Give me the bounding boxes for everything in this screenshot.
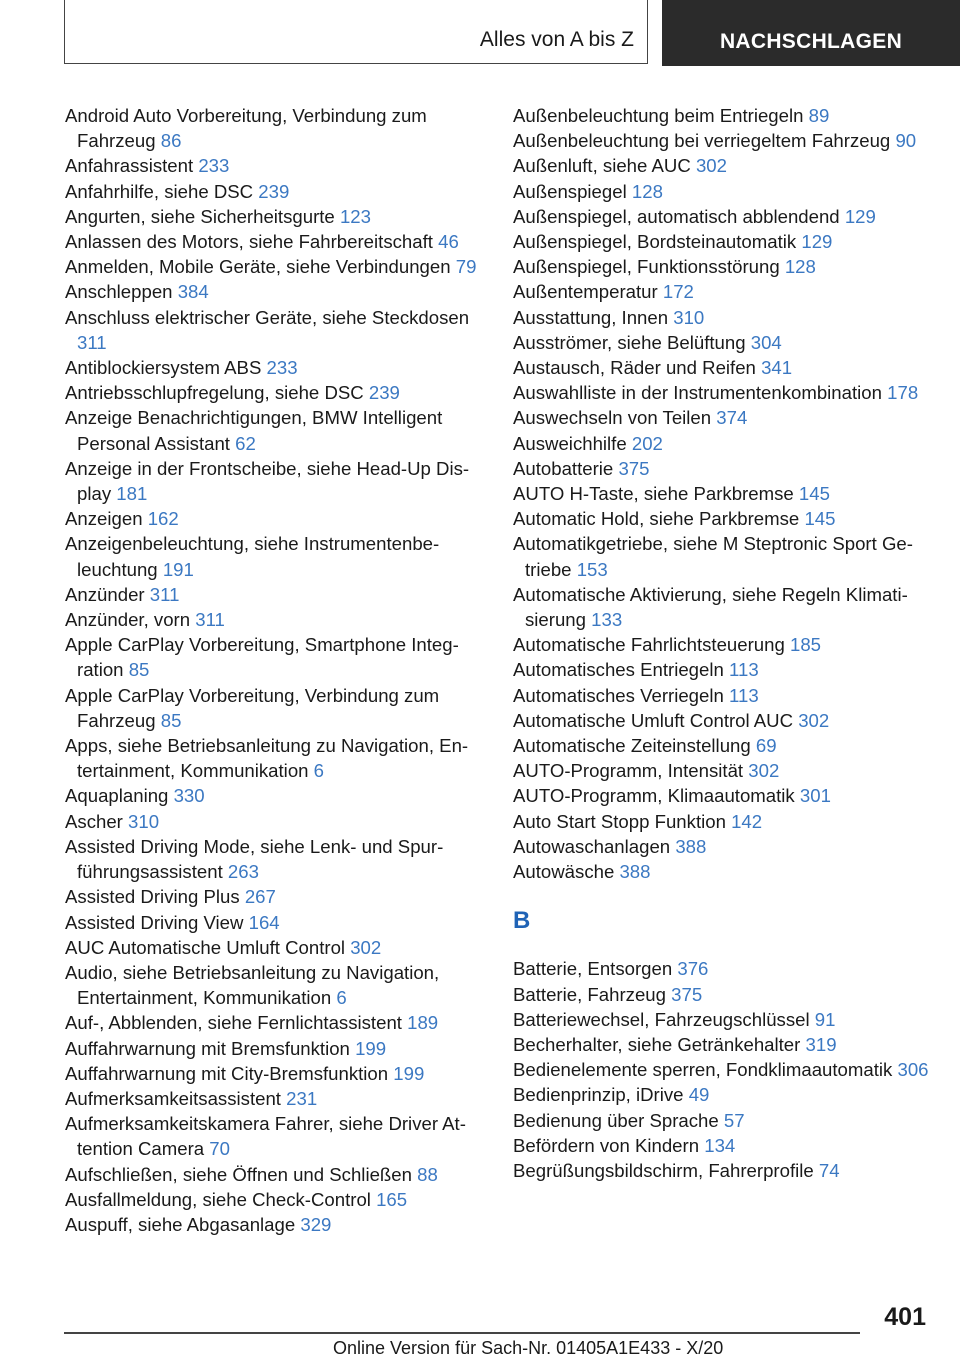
index-entry <box>513 531 933 581</box>
index-term: Außenspiegel, automatisch abblendend <box>513 205 840 227</box>
index-entry <box>65 153 490 178</box>
index-list-b <box>513 956 933 1183</box>
page-reference-link[interactable]: 178 <box>887 382 919 404</box>
index-entry <box>65 1162 490 1187</box>
index-term: Antiblockiersystem ABS <box>65 357 262 379</box>
index-entry <box>65 405 490 455</box>
index-entry <box>65 632 490 682</box>
page-reference-link[interactable]: 267 <box>244 886 276 908</box>
page-reference-link[interactable]: 374 <box>716 407 748 429</box>
index-term: Autowaschanlagen <box>513 835 671 857</box>
index-term: Android Auto Vorbereitung, Verbindung zum Fahrzeug <box>65 105 427 152</box>
index-entry <box>513 179 933 204</box>
index-entry <box>513 405 933 430</box>
page-reference-link[interactable]: 375 <box>618 457 650 479</box>
index-entry <box>513 809 933 834</box>
index-term: Anfahrhilfe, siehe DSC <box>65 180 254 202</box>
index-term: AUTO H-Taste, siehe Parkbremse <box>513 483 794 505</box>
index-term: AUTO-Programm, Intensität <box>513 760 744 782</box>
index-term: Aufschließen, siehe Öffnen und Schließen <box>65 1163 412 1185</box>
index-term: Bedienprinzip, iDrive <box>513 1084 684 1106</box>
page-reference-link[interactable]: 6 <box>336 987 347 1009</box>
page-reference-link[interactable]: 185 <box>790 634 822 656</box>
index-entry <box>65 733 490 783</box>
page-reference-link[interactable]: 329 <box>300 1213 332 1235</box>
page-reference-link[interactable]: 231 <box>286 1087 318 1109</box>
page-reference-link[interactable]: 172 <box>662 281 694 303</box>
index-entry <box>513 153 933 178</box>
index-entry <box>513 481 933 506</box>
index-term: Apps, siehe Betriebsanleitung zu Navigation, Entertainment, Kommunikation <box>65 735 469 782</box>
footer-divider <box>64 1332 860 1334</box>
index-entry <box>513 128 933 153</box>
page-reference-link[interactable]: 202 <box>631 432 663 454</box>
index-entry <box>513 431 933 456</box>
index-entry <box>513 1057 933 1082</box>
index-term: Antriebsschlupfregelung, siehe DSC <box>65 382 364 404</box>
index-term: Anschluss elektrischer Geräte, siehe Steckdosen <box>65 306 470 328</box>
index-entry <box>65 607 490 632</box>
index-entry <box>513 305 933 330</box>
page-reference-link[interactable]: 89 <box>808 105 830 126</box>
index-term: Auto Start Stopp Funktion <box>513 810 726 832</box>
index-term: Außenluft, siehe AUC <box>513 155 691 177</box>
index-entry <box>513 1108 933 1133</box>
footer-version: Online Version für Sach-Nr. 01405A1E433 - X/20 <box>333 1338 724 1358</box>
index-term: Anmelden, Mobile Geräte, siehe Verbindungen <box>65 256 451 278</box>
page-reference-link[interactable]: 86 <box>160 130 182 152</box>
index-entry <box>65 103 490 153</box>
index-term: Batterie, Entsorgen <box>513 958 673 980</box>
page-reference-link[interactable]: 199 <box>355 1037 387 1059</box>
index-term: Aquaplaning <box>65 785 169 807</box>
index-term: Auspuff, siehe Abgasanlage <box>65 1213 296 1235</box>
page-reference-link[interactable]: 189 <box>407 1012 439 1034</box>
page-reference-link[interactable]: 85 <box>128 659 150 681</box>
index-entry <box>513 1032 933 1057</box>
index-term: Becherhalter, siehe Getränkehalter <box>513 1033 801 1055</box>
page-reference-link[interactable]: 129 <box>844 205 876 227</box>
index-term: Anzeigenbeleuchtung, siehe Instrumentenbeleuchtung <box>65 533 440 580</box>
index-term: Anzeige in der Frontscheibe, siehe Head-Up Display <box>65 457 470 505</box>
page-reference-link[interactable]: 306 <box>897 1059 929 1081</box>
index-entry <box>65 380 490 405</box>
page-reference-link[interactable]: 57 <box>723 1109 745 1131</box>
index-term: Anzünder <box>65 583 145 605</box>
index-entry <box>513 355 933 380</box>
index-term: Außenbeleuchtung bei verriegeltem Fahrzeug <box>513 130 891 152</box>
page-reference-link[interactable]: 181 <box>116 483 148 505</box>
index-term: Aufmerksamkeitskamera Fahrer, siehe Driver Attention Camera <box>65 1113 466 1160</box>
page-reference-link[interactable]: 145 <box>798 483 830 505</box>
index-term: Batteriewechsel, Fahrzeugschlüssel <box>513 1008 810 1030</box>
page-reference-link[interactable]: 319 <box>805 1033 837 1055</box>
page-reference-link[interactable]: 311 <box>195 609 225 631</box>
page-reference-link[interactable]: 302 <box>798 709 830 731</box>
page-reference-link[interactable]: 330 <box>173 785 205 807</box>
index-entry <box>513 783 933 808</box>
page-reference-link[interactable]: 6 <box>313 760 325 782</box>
index-entry <box>65 204 490 229</box>
index-term: Autowäsche <box>513 861 615 883</box>
page-reference-link[interactable]: 165 <box>376 1188 408 1210</box>
page-reference-link[interactable]: 263 <box>227 861 259 883</box>
chapter-tab <box>662 0 960 66</box>
index-term: Auffahrwarnung mit Bremsfunktion <box>65 1037 350 1059</box>
index-term: Auf-, Abblenden, siehe Fernlichtassistent <box>65 1012 402 1034</box>
index-entry <box>65 179 490 204</box>
index-term: Austausch, Räder und Reifen <box>513 357 756 379</box>
index-term: Angurten, siehe Sicherheitsgurte <box>65 205 335 227</box>
index-entry <box>65 456 490 506</box>
index-term: Auswechseln von Teilen <box>513 407 712 429</box>
page-reference-link[interactable]: 145 <box>804 508 836 530</box>
chapter-label: NACHSCHLAGEN <box>719 30 903 53</box>
index-entry <box>513 982 933 1007</box>
index-entry <box>513 1158 933 1183</box>
page-reference-link[interactable]: 113 <box>729 659 759 681</box>
index-entry <box>513 956 933 981</box>
index-entry <box>513 582 933 632</box>
index-entry <box>513 380 933 405</box>
page-reference-link[interactable]: 310 <box>673 306 705 328</box>
index-column-left <box>65 103 490 1237</box>
page-reference-link[interactable]: 191 <box>162 558 194 580</box>
index-term: AUTO-Programm, Klimaautomatik <box>513 785 795 807</box>
index-entry <box>513 1007 933 1032</box>
index-term: Anzünder, vorn <box>65 609 191 631</box>
page-reference-link[interactable]: 129 <box>801 231 833 253</box>
index-term: Bedienung über Sprache <box>513 1109 719 1131</box>
page-reference-link[interactable]: 304 <box>750 331 782 353</box>
index-entry <box>513 279 933 304</box>
index-entry <box>513 733 933 758</box>
index-term: Ausweichhilfe <box>513 432 627 454</box>
index-term: Außenspiegel, Bordsteinautomatik <box>513 231 797 253</box>
page-reference-link[interactable]: 164 <box>248 911 280 933</box>
page-reference-link[interactable]: 239 <box>258 180 290 202</box>
index-term: Automatic Hold, siehe Parkbremse <box>513 508 800 530</box>
index-term: AUC Automatische Umluft Control <box>65 936 346 958</box>
page-reference-link[interactable]: 388 <box>619 861 651 883</box>
index-entry <box>65 254 490 279</box>
index-entry <box>65 1187 490 1212</box>
page-reference-link[interactable]: 46 <box>438 231 459 253</box>
page-reference-link[interactable]: 123 <box>339 205 371 227</box>
index-term: Automatische Zeiteinstellung <box>513 735 751 757</box>
index-term: Automatisches Verriegeln <box>513 684 724 706</box>
index-term: Befördern von Kindern <box>513 1134 700 1156</box>
index-term: Anfahrassistent <box>65 155 194 177</box>
page-reference-link[interactable]: 302 <box>350 936 382 958</box>
letter-heading-b: B <box>513 907 531 935</box>
page-reference-link[interactable]: 233 <box>266 357 298 379</box>
page-reference-link[interactable]: 70 <box>209 1138 230 1160</box>
page-reference-link[interactable]: 311 <box>149 583 180 605</box>
index-entry <box>65 355 490 380</box>
index-entry <box>513 657 933 682</box>
section-title: Alles von A bis Z <box>479 28 634 51</box>
index-entry <box>513 229 933 254</box>
index-term: Ausfallmeldung, siehe Check-Control <box>65 1188 371 1210</box>
index-list-a <box>513 103 933 884</box>
index-entry <box>65 279 490 304</box>
index-term: Auffahrwarnung mit City-Bremsfunktion <box>65 1062 389 1084</box>
page-reference-link[interactable]: 302 <box>695 155 727 177</box>
index-entry <box>65 960 490 1010</box>
index-term: Automatische Aktivierung, siehe Regeln Klimatisierung <box>513 583 908 631</box>
index-entry <box>513 632 933 657</box>
page-reference-link[interactable]: 301 <box>799 785 831 807</box>
page-reference-link[interactable]: 376 <box>677 958 709 980</box>
index-term: Apple CarPlay Vorbereitung, Verbindung zum Fahrzeug <box>65 684 440 731</box>
page-reference-link[interactable]: 133 <box>591 609 623 631</box>
index-entry <box>65 935 490 960</box>
index-entry <box>513 708 933 733</box>
index-entry <box>513 506 933 531</box>
index-term: Außenspiegel <box>513 180 627 202</box>
index-term: Audio, siehe Betriebsanleitung zu Navigation, Entertainment, Kommunikation <box>65 961 440 1009</box>
index-entry <box>65 683 490 733</box>
index-term: Batterie, Fahrzeug <box>513 983 666 1005</box>
index-term: Anschleppen <box>65 281 173 303</box>
index-term: Ausstattung, Innen <box>513 306 669 328</box>
page-reference-link[interactable]: 88 <box>417 1163 438 1185</box>
index-term: Assisted Driving Plus <box>65 886 240 908</box>
index-entry <box>513 1082 933 1107</box>
page-reference-link[interactable]: 74 <box>818 1159 840 1181</box>
index-entry <box>65 809 490 834</box>
page-reference-link[interactable]: 91 <box>814 1008 836 1030</box>
index-entry <box>513 330 933 355</box>
index-term: Aufmerksamkeitsassistent <box>65 1087 281 1109</box>
index-term: Assisted Driving Mode, siehe Lenk- und Spurführungsassistent <box>65 835 444 883</box>
page-reference-link[interactable]: 153 <box>576 558 608 580</box>
index-entry <box>513 456 933 481</box>
index-term: Begrüßungsbildschirm, Fahrerprofile <box>513 1159 814 1181</box>
index-entry <box>513 103 933 128</box>
index-term: Ascher <box>65 810 123 832</box>
index-entry <box>65 305 490 355</box>
page-reference-link[interactable]: 128 <box>631 180 663 202</box>
index-entry <box>65 834 490 884</box>
page-reference-link[interactable]: 128 <box>784 256 816 278</box>
index-entry <box>65 1212 490 1237</box>
index-entry <box>65 229 490 254</box>
index-column-right <box>513 103 933 1183</box>
index-term: Ausströmer, siehe Belüftung <box>513 331 746 353</box>
index-entry <box>513 204 933 229</box>
page-reference-link[interactable]: 162 <box>147 508 179 530</box>
index-term: Automatische Umluft Control AUC <box>513 709 794 731</box>
page-reference-link[interactable]: 134 <box>704 1134 736 1156</box>
index-entry <box>65 531 490 581</box>
index-term: Automatisches Entriegeln <box>513 659 724 681</box>
index-entry <box>513 1133 933 1158</box>
page-reference-link[interactable]: 239 <box>368 382 400 404</box>
page-reference-link[interactable]: 310 <box>128 810 160 832</box>
page-reference-link[interactable]: 199 <box>393 1062 425 1084</box>
page-reference-link[interactable]: 85 <box>160 709 182 731</box>
page-reference-link[interactable]: 302 <box>748 760 780 782</box>
page-reference-link[interactable]: 233 <box>198 155 230 177</box>
index-entry <box>513 834 933 859</box>
index-entry <box>65 1111 490 1161</box>
index-entry <box>65 1010 490 1035</box>
page-reference-link[interactable]: 375 <box>671 983 703 1005</box>
index-entry <box>65 506 490 531</box>
index-entry <box>65 1061 490 1086</box>
index-term: Automatikgetriebe, siehe M Steptronic Sport Getriebe <box>513 533 913 580</box>
index-entry <box>65 582 490 607</box>
index-entry <box>513 254 933 279</box>
page-reference-link[interactable]: 90 <box>895 130 917 152</box>
index-term: Außenbeleuchtung beim Entriegeln <box>513 105 804 126</box>
page-reference-link[interactable]: 311 <box>77 331 107 353</box>
index-entry <box>513 683 933 708</box>
page-reference-link[interactable]: 69 <box>755 735 777 757</box>
index-term: Anzeigen <box>65 508 143 530</box>
page-reference-link[interactable]: 142 <box>731 810 763 832</box>
index-entry <box>65 884 490 909</box>
index-term: Außenspiegel, Funktionsstörung <box>513 256 780 278</box>
index-term: Anzeige Benachrichtigungen, BMW Intelligent Personal Assistant <box>65 407 443 454</box>
page-reference-link[interactable]: 341 <box>761 357 793 379</box>
page-reference-link[interactable]: 384 <box>177 281 209 303</box>
index-term: Automatische Fahrlichtsteuerung <box>513 634 785 656</box>
index-term: Auswahlliste in der Instrumentenkombination <box>513 382 882 404</box>
page-reference-link[interactable]: 49 <box>688 1084 710 1106</box>
index-entry <box>513 758 933 783</box>
page-reference-link[interactable]: 388 <box>675 835 707 857</box>
index-entry <box>513 859 933 884</box>
index-term: Anlassen des Motors, siehe Fahrbereitschaft <box>65 231 433 253</box>
index-term: Autobatterie <box>513 457 614 479</box>
page-number: 401 <box>884 1303 926 1331</box>
index-term: Assisted Driving View <box>65 911 244 933</box>
index-entry <box>65 910 490 935</box>
page-reference-link[interactable]: 62 <box>235 432 256 454</box>
index-entry <box>65 1036 490 1061</box>
index-term: Apple CarPlay Vorbereitung, Smartphone Integration <box>65 634 459 681</box>
index-term: Bedienelemente sperren, Fondklimaautomatik <box>513 1059 893 1081</box>
index-entry <box>65 783 490 808</box>
index-entry <box>65 1086 490 1111</box>
page-reference-link[interactable]: 113 <box>729 684 759 706</box>
page-reference-link[interactable]: 79 <box>455 256 477 278</box>
index-term: Außentemperatur <box>513 281 658 303</box>
